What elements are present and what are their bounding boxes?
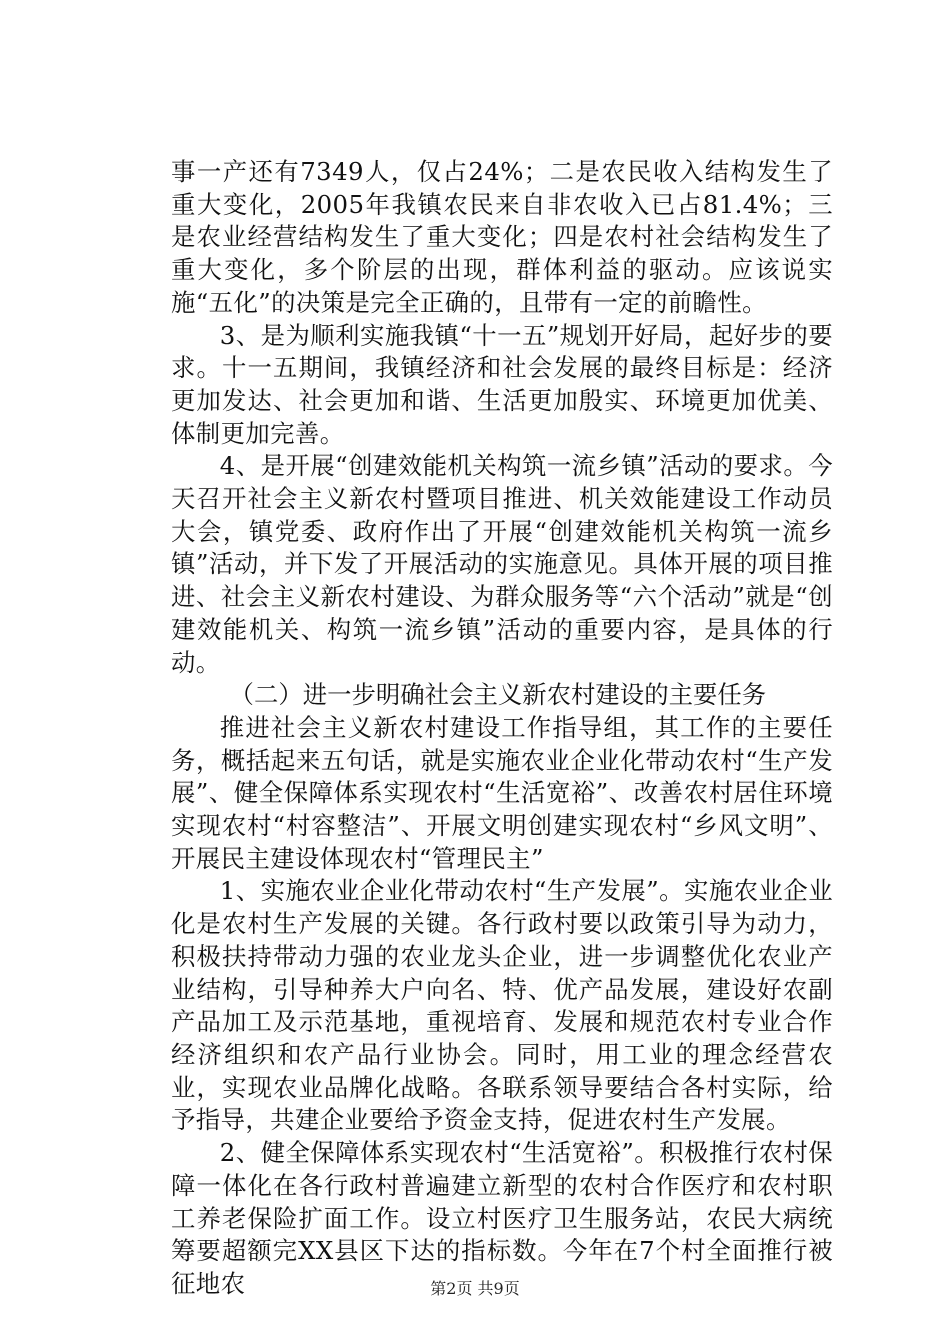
document-body	[171, 156, 833, 1301]
paragraph-continuation: 事一产还有7349人，仅占24%；二是农民收入结构发生了重大变化，2005年我镇农民来自非农收入已占81.4%；三是农业经营结构发生了重大变化；四是农村社会结构发生了重大变化，多个阶层的出现，群体利益的驱动。应该说实施“五化”的决策是完全正确的，且带有一定的前瞻性。	[171, 157, 833, 317]
paragraph-main-tasks: 推进社会主义新农村建设工作指导组，其工作的主要任务，概括起来五句话，就是实施农业企业化带动农村“生产发展”、健全保障体系实现农村“生活宽裕”、改善农村居住环境实现农村“村容整洁”、开展文明创建实现农村“乡风文明”、开展民主建设体现农村“管理民主”	[171, 712, 833, 873]
paragraph-point-3: 3、是为顺利实施我镇“十一五”规划开好局，起好步的要求。十一五期间，我镇经济和社会发展的最终目标是：经济更加发达、社会更加和谐、生活更加殷实、环境更加优美、体制更加完善。	[171, 320, 833, 448]
paragraph-task-2: 2、健全保障体系实现农村“生活宽裕”。积极推行农村保障一体化在各行政村普遍建立新型的农村合作医疗和农村职工养老保险扩面工作。设立村医疗卫生服务站，农民大病统筹要超额完XX县区下达的指标数。今年在7个村全面推行被征地农	[171, 1138, 833, 1298]
section-heading-2: （二）进一步明确社会主义新农村建设的主要任务	[229, 680, 767, 710]
paragraph-task-1: 1、实施农业企业化带动农村“生产发展”。实施农业企业化是农村生产发展的关键。各行政村要以政策引导为动力，积极扶持带动力强的农业龙头企业，进一步调整优化农业产业结构，引导种养大户向名、特、优产品发展，建设好农副产品加工及示范基地，重视培育、发展和规范农村专业合作经济组织和农产品行业协会。同时，用工业的理念经营农业，实现农业品牌化战略。各联系领导要结合各村实际，给予指导，共建企业要给予资金支持，促进农村生产发展。	[171, 876, 833, 1135]
paragraph-point-4: 4、是开展“创建效能机关构筑一流乡镇”活动的要求。今天召开社会主义新农村暨项目推进、机关效能建设工作动员大会，镇党委、政府作出了开展“创建效能机关构筑一流乡镇”活动，并下发了开展活动的实施意见。具体开展的项目推进、社会主义新农村建设、为群众服务等“六个活动”就是“创建效能机关、构筑一流乡镇”活动的重要内容，是具体的行动。	[171, 451, 833, 677]
page-number-footer: 第2页 共9页	[430, 1279, 520, 1298]
